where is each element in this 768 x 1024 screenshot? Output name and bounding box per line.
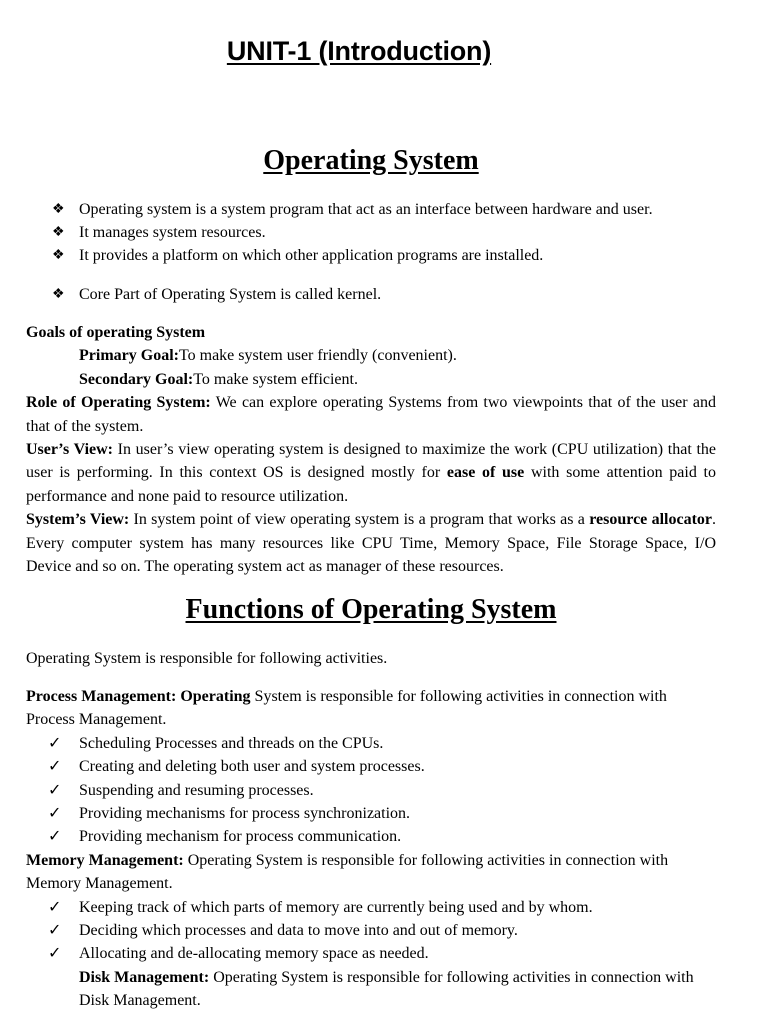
list-item: ✓ Allocating and de-allocating memory space as needed. [26,942,716,965]
secondary-goal: Secondary Goal:To make system efficient. [79,370,358,388]
diamond-bullet-icon: ❖ [52,287,65,302]
diamond-bullet-icon: ❖ [52,202,65,217]
os-goals-and-views [26,321,716,578]
systems-view-paragraph: System’s View: In system point of view operating system is a program that works as a resource allocator. Every computer system has many resources like CPU Time, Memory Space, File Storage Space, I/O Device and so on. The operating system act as manager of these resources. [26,511,716,576]
list-item: ✓ Creating and deleting both user and system processes. [26,755,716,778]
list-item: ✓ Providing mechanism for process communication. [26,825,716,848]
checkmark-icon: ✓ [48,805,62,823]
goals-heading: Goals of operating System [26,324,206,341]
checkmark-icon: ✓ [48,781,62,799]
checkmark-icon: ✓ [48,828,62,846]
primary-goal: Primary Goal:To make system user friendly (convenient). [79,347,457,365]
list-item: ✓ Deciding which processes and data to move into and out of memory. [26,919,716,942]
list-item: ✓ Scheduling Processes and threads on the CPUs. [26,732,716,755]
diamond-bullet-icon: ❖ [52,248,65,263]
process-management-list [26,732,716,849]
list-item: ❖ Core Part of Operating System is called kernel. [52,283,742,306]
checkmark-icon: ✓ [48,734,62,752]
checkmark-icon: ✓ [48,758,62,776]
memory-management-paragraph: Memory Management: Operating System is responsible for following activities in connection with Memory Management. [26,851,669,893]
checkmark-icon: ✓ [48,922,62,940]
functions-intro: Operating System is responsible for following activities. [26,650,388,667]
management-sections [26,685,716,1013]
process-management-paragraph: Process Management: Operating System is responsible for following activities in connection with Process Management. [26,688,667,729]
users-view-paragraph: User’s View: In user’s view operating system is designed to maximize the work (CPU utilization) that the user is performing. In this context OS is designed mostly for ease of use with some attention paid to performance and none paid to resource utilization. [26,441,717,505]
diamond-bullet-icon: ❖ [52,225,65,240]
role-paragraph: Role of Operating System: We can explore operating Systems from two viewpoints that of the user and that of the system. [26,394,717,435]
memory-management-list [26,896,716,966]
checkmark-icon: ✓ [48,898,62,916]
disk-management-paragraph: Disk Management: Operating System is responsible for following activities in connection with Disk Management. [79,968,694,1010]
list-item: ❖ It provides a platform on which other application programs are installed. [52,244,742,267]
list-item: ✓ Keeping track of which parts of memory are currently being used and by whom. [26,896,716,919]
unit-title: UNIT-1 (Introduction) [226,36,492,66]
os-heading: Operating System [263,145,479,176]
list-item: ✓ Suspending and resuming processes. [26,779,716,802]
list-item: ❖ It manages system resources. [52,221,742,244]
functions-heading: Functions of Operating System [185,594,557,625]
list-item: ❖ Operating system is a system program that act as an interface between hardware and user. [52,198,742,221]
intro-bullet-list [52,198,742,306]
checkmark-icon: ✓ [48,945,62,963]
list-item: ✓ Providing mechanisms for process synchronization. [26,802,716,825]
